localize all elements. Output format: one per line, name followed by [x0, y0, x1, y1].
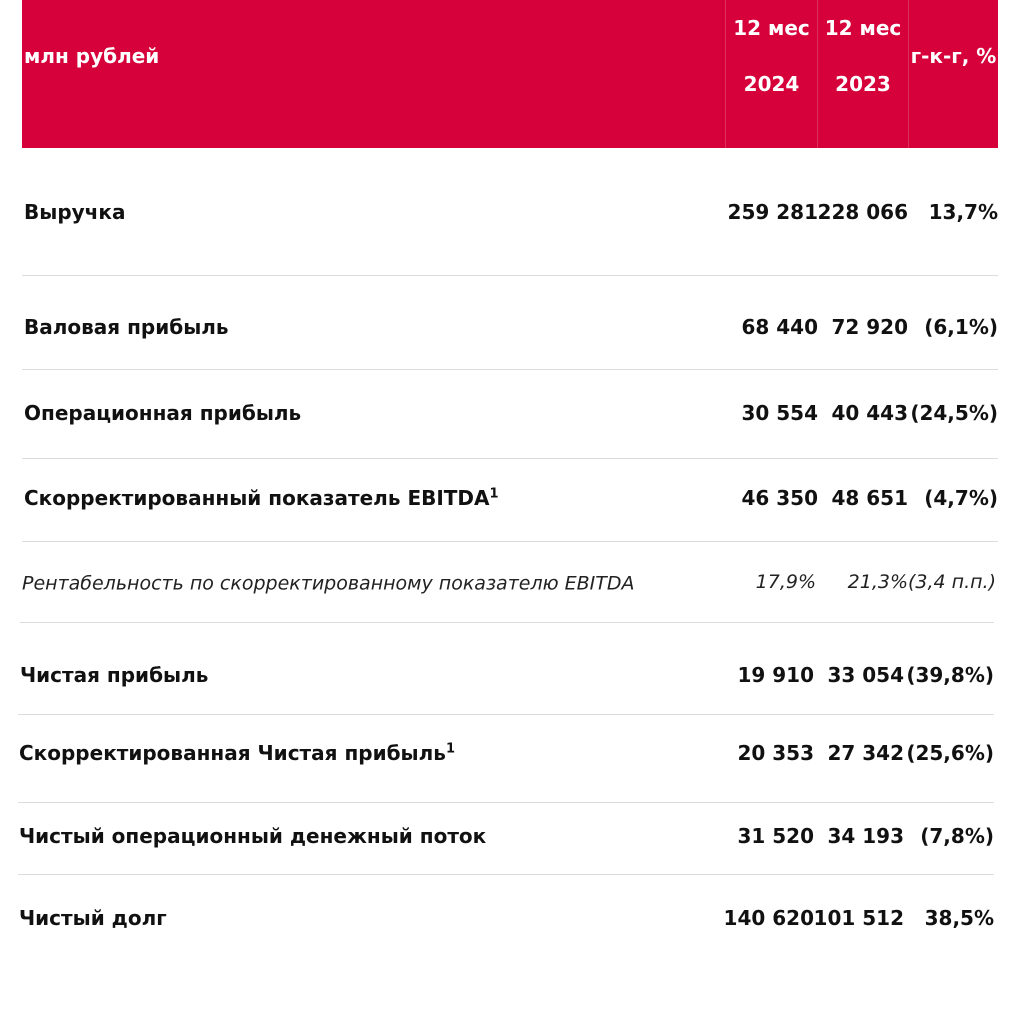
row-label: Скорректированный показатель EBITDA$^1$ [24, 486, 499, 510]
value-2023: 228 066 [817, 200, 908, 224]
row-divider [18, 874, 994, 875]
value-2023: 33 054 [827, 663, 904, 687]
header-col-2024-period: 12 мес [733, 16, 810, 40]
header-units-cell [22, 0, 725, 148]
table-row-gross-profit [24, 315, 998, 355]
value-2023: 72 920 [831, 315, 908, 339]
value-2024: 31 520 [737, 824, 814, 848]
row-label: Валовая прибыль [24, 315, 229, 339]
header-col-2024-year: 2024 [743, 72, 800, 96]
value-yoy: (24,5%) [910, 401, 998, 425]
value-2023: 40 443 [831, 401, 908, 425]
header-col-2023 [817, 0, 908, 148]
value-2024: 19 910 [737, 663, 814, 687]
row-label: Рентабельность по скорректированному показателю EBITDA [22, 572, 635, 595]
row-divider [22, 458, 998, 459]
value-2024: 46 350 [741, 486, 818, 510]
row-divider [22, 275, 998, 276]
value-yoy: 13,7% [928, 200, 998, 224]
row-label: Операционная прибыль [24, 401, 302, 425]
value-2024: 30 554 [741, 401, 818, 425]
row-divider [18, 714, 994, 715]
table-row-revenue [24, 200, 998, 240]
header-col-yoy-label: г-к-г, % [910, 44, 997, 68]
value-yoy: (39,8%) [906, 663, 994, 687]
value-yoy: (25,6%) [906, 741, 994, 765]
row-label: Скорректированная Чистая прибыль$^1$ [19, 741, 455, 765]
table-row-operating-profit [24, 401, 998, 441]
value-2024: 20 353 [737, 741, 814, 765]
value-2023: 27 342 [827, 741, 904, 765]
row-divider [22, 541, 998, 542]
value-yoy: 38,5% [924, 906, 994, 930]
header-col-2024 [725, 0, 817, 148]
row-divider [18, 802, 994, 803]
table-row-net-profit [20, 663, 994, 703]
value-yoy: (6,1%) [924, 315, 998, 339]
value-2023: 21,3% [847, 571, 908, 593]
value-yoy: (7,8%) [920, 824, 994, 848]
value-2023: 101 512 [813, 906, 904, 930]
value-2024: 17,9% [755, 571, 816, 593]
header-col-2023-period: 12 мес [824, 16, 902, 40]
table-row-operating-cash-flow [19, 824, 994, 864]
row-divider [20, 622, 994, 623]
table-row-ebitda-margin [22, 571, 996, 611]
table-row-adjusted-net-profit [19, 741, 994, 781]
value-2024: 68 440 [741, 315, 818, 339]
row-label: Чистый операционный денежный поток [19, 824, 487, 848]
table-row-adjusted-ebitda [24, 486, 998, 526]
value-2024: 259 281 [727, 200, 818, 224]
value-yoy: (4,7%) [924, 486, 998, 510]
row-label: Выручка [24, 200, 126, 224]
header-col-2023-year: 2023 [835, 72, 891, 96]
header-units-label: млн рублей [24, 44, 160, 68]
value-2024: 140 620 [723, 906, 814, 930]
table-row-net-debt [19, 906, 994, 946]
value-yoy: (3,4 п.п.) [907, 571, 996, 593]
value-2023: 48 651 [831, 486, 908, 510]
table-header [22, 0, 998, 148]
row-label: Чистый долг [19, 906, 167, 930]
row-divider [22, 369, 998, 370]
header-col-yoy [908, 0, 998, 148]
row-label: Чистая прибыль [20, 663, 209, 687]
value-2023: 34 193 [827, 824, 904, 848]
